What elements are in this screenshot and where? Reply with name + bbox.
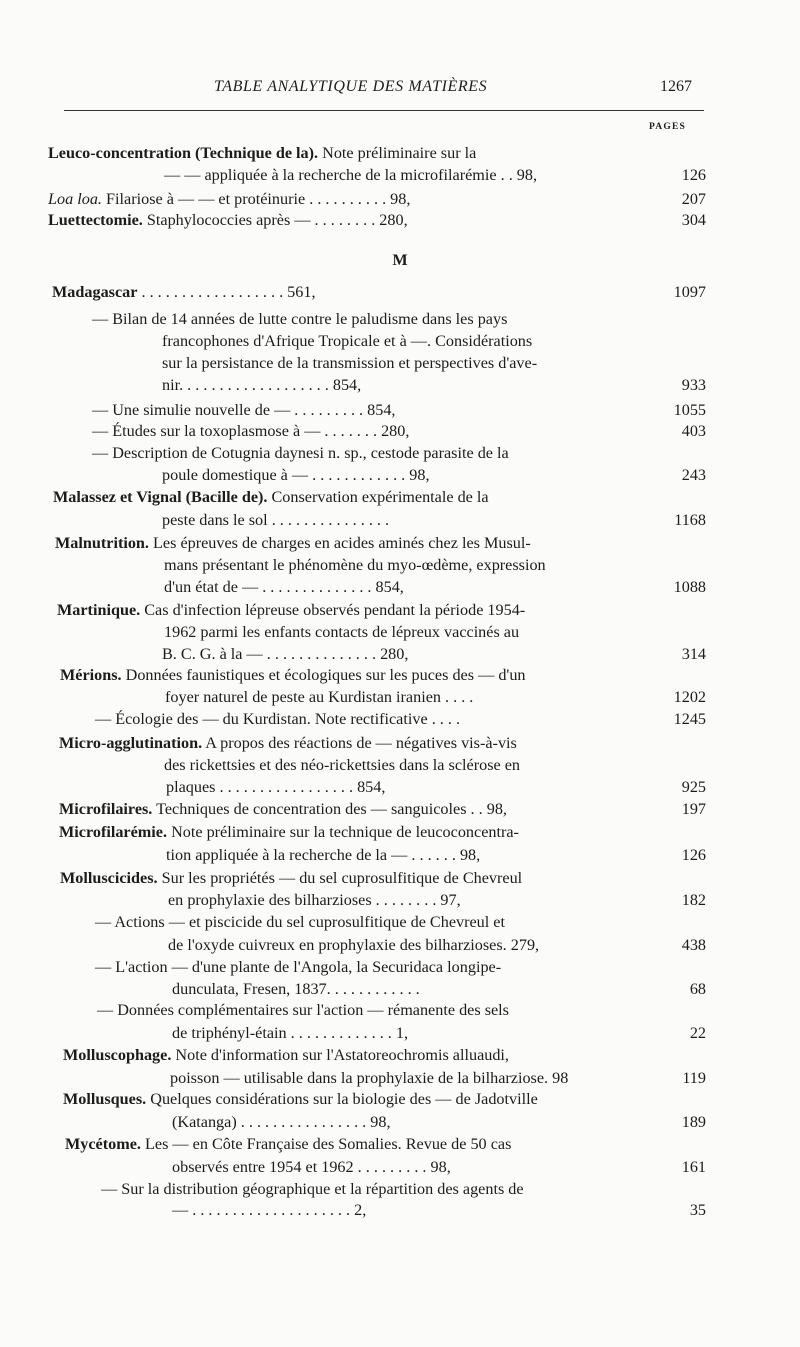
index-entry-text: 1962 parmi les enfants contacts de lépreux vaccinés au bbox=[164, 623, 520, 641]
index-entry-text: mans présentant le phénomène du myo-œdème, expression bbox=[164, 556, 546, 574]
page-reference: 243 bbox=[681, 466, 706, 484]
index-entry-line bbox=[162, 331, 532, 351]
index-entry-line bbox=[165, 687, 473, 707]
index-headword: Loa loa. bbox=[48, 190, 102, 208]
index-entry-line bbox=[95, 912, 505, 932]
page-number: 1267 bbox=[660, 78, 692, 95]
index-entry-text: Staphylococcies après — . . . . . . . . 280, bbox=[142, 211, 408, 229]
index-entry-line bbox=[162, 375, 361, 395]
index-headword: Molluscicides. bbox=[60, 869, 158, 887]
index-entry bbox=[55, 533, 531, 553]
index-entry-text: Conservation expérimentale de la bbox=[267, 488, 489, 506]
index-entry bbox=[52, 282, 315, 302]
page-reference: 1245 bbox=[673, 710, 706, 728]
index-entry-text: peste dans le sol . . . . . . . . . . . . . . . bbox=[162, 511, 390, 529]
index-entry-text: de triphényl-étain . . . . . . . . . . . . . 1, bbox=[172, 1024, 409, 1042]
index-entry-line bbox=[97, 1000, 509, 1020]
page-reference: 126 bbox=[681, 846, 706, 864]
index-entry-text: Filariose à — — et protéinurie . . . . . . . . . . 98, bbox=[101, 190, 411, 208]
index-entry-line bbox=[92, 443, 509, 463]
page-reference: 68 bbox=[689, 980, 706, 998]
index-entry-line bbox=[92, 400, 395, 420]
index-entry-text: nir. . . . . . . . . . . . . . . . . . . 854, bbox=[162, 376, 362, 394]
index-entry-line bbox=[166, 777, 385, 797]
index-entry-text: Note préliminaire sur la bbox=[318, 144, 477, 162]
index-entry-text: Cas d'infection lépreuse observés pendant la période 1954- bbox=[140, 601, 526, 619]
page-reference: 1055 bbox=[673, 401, 706, 419]
page-reference: 22 bbox=[689, 1024, 706, 1042]
index-entry-text: Quelques considérations sur la biologie des — de Jadotville bbox=[146, 1090, 538, 1108]
index-entry bbox=[65, 1134, 511, 1154]
index-entry bbox=[57, 600, 525, 620]
index-entry-text: B. C. G. à la — . . . . . . . . . . . . . . 280, bbox=[162, 645, 409, 663]
index-entry-line bbox=[162, 644, 408, 664]
header-rule bbox=[64, 110, 704, 111]
index-entry-text: — Une simulie nouvelle de — . . . . . . . . . 854, bbox=[92, 401, 396, 419]
index-entry-text: — Bilan de 14 années de lutte contre le paludisme dans les pays bbox=[92, 310, 508, 328]
index-entry-line bbox=[170, 1068, 568, 1088]
index-headword: Martinique. bbox=[57, 601, 141, 619]
index-entry-line bbox=[164, 577, 404, 597]
index-entry-text: Techniques de concentration des — sanguicoles . . 98, bbox=[152, 800, 507, 818]
index-entry bbox=[59, 799, 507, 819]
index-entry-line bbox=[172, 1200, 366, 1220]
page-reference: 161 bbox=[681, 1158, 706, 1176]
index-entry-line bbox=[164, 622, 519, 642]
index-entry-line bbox=[168, 890, 461, 910]
page-reference: 1202 bbox=[673, 688, 706, 706]
index-entry-line bbox=[162, 353, 537, 373]
index-entry bbox=[59, 822, 519, 842]
index-headword: Malnutrition. bbox=[55, 534, 149, 552]
page-reference: 403 bbox=[681, 422, 706, 440]
index-entry bbox=[63, 1089, 538, 1109]
index-entry-text: d'un état de — . . . . . . . . . . . . . . 854, bbox=[164, 578, 404, 596]
index-entry-text: poisson — utilisable dans la prophylaxie de la bilharziose. 98 bbox=[170, 1069, 569, 1087]
index-entry-line bbox=[164, 555, 546, 575]
page-reference: 314 bbox=[681, 645, 706, 663]
index-entry-text: tion appliquée à la recherche de la — . . . . . . 98, bbox=[166, 846, 481, 864]
page-reference: 126 bbox=[681, 166, 706, 184]
index-entry bbox=[48, 210, 408, 230]
index-entry-text: dunculata, Fresen, 1837. . . . . . . . . . . . bbox=[172, 980, 420, 998]
index-headword: Madagascar bbox=[52, 283, 138, 301]
index-headword: Leuco-concentration (Technique de la). bbox=[48, 144, 319, 162]
page-reference: 189 bbox=[681, 1113, 706, 1131]
index-entry-text: Les — en Côte Française des Somalies. Revue de 50 cas bbox=[140, 1135, 512, 1153]
index-entry bbox=[48, 143, 476, 163]
index-entry-line bbox=[172, 979, 420, 999]
index-headword: Molluscophage. bbox=[63, 1046, 172, 1064]
page-reference: 197 bbox=[681, 800, 706, 818]
index-entry-text: sur la persistance de la transmission et perspectives d'ave- bbox=[162, 354, 538, 372]
page-reference: 119 bbox=[682, 1069, 706, 1087]
index-entry-line bbox=[172, 1023, 408, 1043]
index-headword: Mérions. bbox=[60, 666, 122, 684]
index-headword: Microfilaires. bbox=[59, 800, 153, 818]
index-entry-text: — Actions — et piscicide du sel cuprosulfitique de Chevreul et bbox=[95, 913, 505, 931]
page-reference: 304 bbox=[681, 211, 706, 229]
index-entry-text: — Description de Cotugnia daynesi n. sp., cestode parasite de la bbox=[92, 444, 509, 462]
index-entry-line bbox=[168, 935, 539, 955]
index-entry-text: des rickettsies et des néo-rickettsies dans la sclérose en bbox=[164, 756, 520, 774]
page-reference: 933 bbox=[681, 376, 706, 394]
index-entry-text: — . . . . . . . . . . . . . . . . . . . . 2, bbox=[172, 1201, 367, 1219]
index-entry-line bbox=[92, 421, 409, 441]
index-headword: Luettectomie. bbox=[48, 211, 143, 229]
index-entry-line bbox=[95, 709, 460, 729]
index-entry-line bbox=[92, 309, 507, 329]
index-entry bbox=[63, 1045, 509, 1065]
index-entry-text: — Sur la distribution géographique et la répartition des agents de bbox=[101, 1180, 524, 1198]
index-entry-text: A propos des réactions de — négatives vis-à-vis bbox=[202, 734, 517, 752]
index-entry-text: Note d'information sur l'Astatoreochromis alluaudi, bbox=[171, 1046, 509, 1064]
index-entry-text: observés entre 1954 et 1962 . . . . . . . . . 98, bbox=[172, 1158, 451, 1176]
page-reference: 1088 bbox=[673, 578, 706, 596]
index-entry-text: Les épreuves de charges en acides aminés chez les Musul- bbox=[148, 534, 531, 552]
section-letter: M bbox=[392, 252, 408, 269]
index-entry bbox=[48, 189, 410, 209]
page-reference: 35 bbox=[689, 1201, 706, 1219]
page-reference: 1168 bbox=[674, 511, 706, 529]
index-headword: Mycétome. bbox=[65, 1135, 141, 1153]
index-entry-line bbox=[172, 1112, 391, 1132]
index-entry-text: — Écologie des — du Kurdistan. Note rectificative . . . . bbox=[95, 710, 461, 728]
index-entry-line bbox=[101, 1179, 524, 1199]
index-entry-line bbox=[164, 755, 520, 775]
index-entry-text: francophones d'Afrique Tropicale et à —. Considérations bbox=[162, 332, 533, 350]
index-entry bbox=[60, 868, 522, 888]
index-entry-line bbox=[172, 1157, 451, 1177]
index-headword: Malassez et Vignal (Bacille de). bbox=[53, 488, 268, 506]
running-header-title: TABLE ANALYTIQUE DES MATIÈRES bbox=[214, 78, 488, 95]
index-entry-text: plaques . . . . . . . . . . . . . . . . . 854, bbox=[166, 778, 386, 796]
index-entry-line bbox=[166, 845, 480, 865]
index-entry-text: Note préliminaire sur la technique de leucoconcentra- bbox=[167, 823, 519, 841]
index-entry-text: — — appliquée à la recherche de la microfilarémie . . 98, bbox=[164, 166, 538, 184]
index-entry-text: — L'action — d'une plante de l'Angola, la Securidaca longipe- bbox=[95, 958, 502, 976]
index-entry bbox=[59, 733, 517, 753]
index-entry-line bbox=[162, 510, 389, 530]
index-entry-line bbox=[95, 957, 501, 977]
index-entry-text: — Données complémentaires sur l'action — rémanente des sels bbox=[97, 1001, 509, 1019]
index-entry-text: poule domestique à — . . . . . . . . . . . . 98, bbox=[162, 466, 430, 484]
index-headword: Micro-agglutination. bbox=[59, 734, 203, 752]
page-reference: 182 bbox=[681, 891, 706, 909]
index-entry-line bbox=[162, 465, 430, 485]
page-reference: 207 bbox=[681, 190, 706, 208]
page-reference: 438 bbox=[681, 936, 706, 954]
pages-column-label: PAGES bbox=[649, 122, 686, 132]
index-entry-text: Données faunistiques et écologiques sur les puces des — d'un bbox=[121, 666, 526, 684]
index-entry-text: . . . . . . . . . . . . . . . . . . 561, bbox=[137, 283, 316, 301]
index-entry bbox=[53, 487, 489, 507]
index-entry-text: Sur les propriétés — du sel cuprosulfitique de Chevreul bbox=[157, 869, 523, 887]
page-reference: 1097 bbox=[673, 283, 706, 301]
index-headword: Microfilarémie. bbox=[59, 823, 168, 841]
index-entry-text: en prophylaxie des bilharzioses . . . . . . . . 97, bbox=[168, 891, 461, 909]
index-headword: Mollusques. bbox=[63, 1090, 147, 1108]
page-reference: 925 bbox=[681, 778, 706, 796]
index-entry bbox=[60, 665, 526, 685]
index-entry-line bbox=[164, 165, 537, 185]
index-entry-text: de l'oxyde cuivreux en prophylaxie des bilharzioses. 279, bbox=[168, 936, 540, 954]
index-entry-text: foyer naturel de peste au Kurdistan iranien . . . . bbox=[165, 688, 474, 706]
index-entry-text: (Katanga) . . . . . . . . . . . . . . . . 98, bbox=[172, 1113, 391, 1131]
index-entry-text: — Études sur la toxoplasmose à — . . . . . . . 280, bbox=[92, 422, 410, 440]
